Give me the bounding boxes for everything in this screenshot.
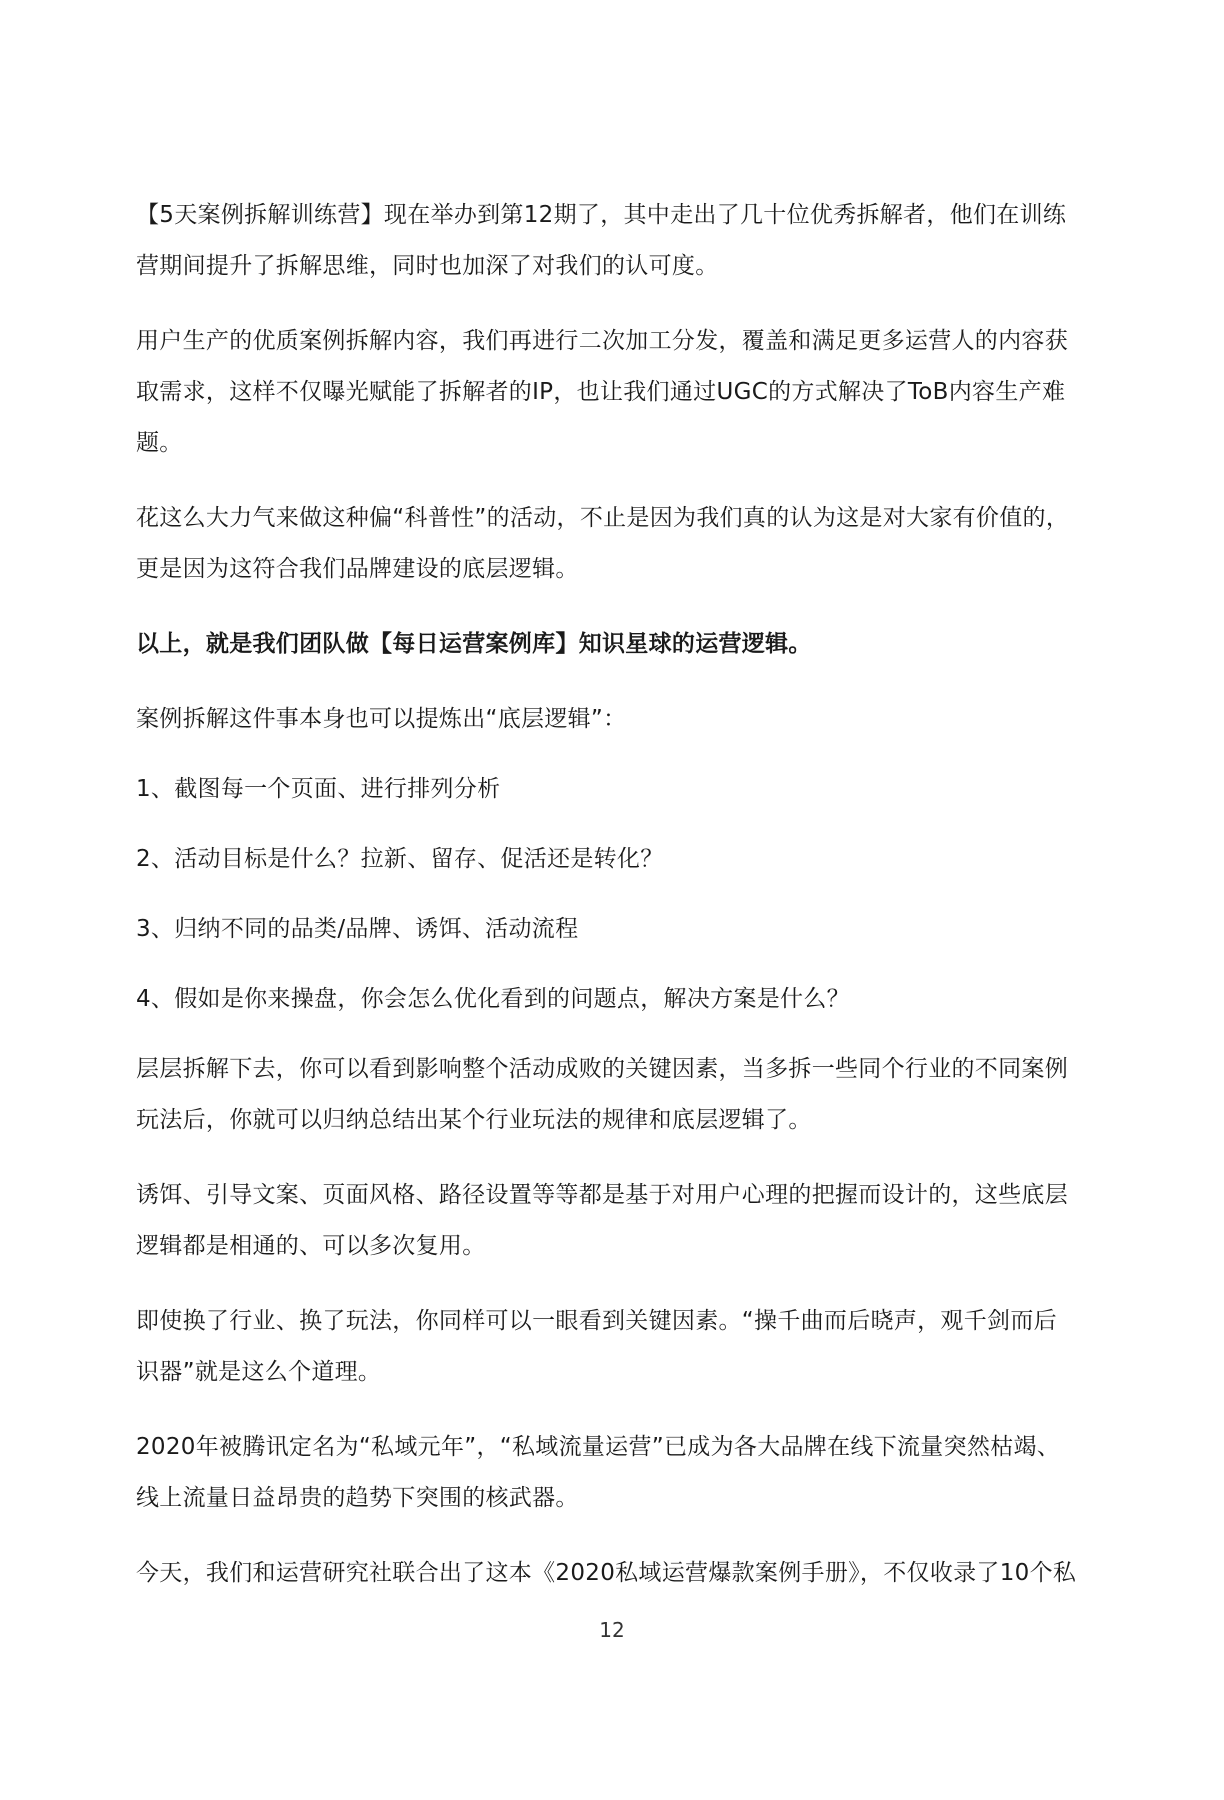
document-body (136, 190, 1080, 1623)
paragraph-key-factors: 即使换了行业、换了玩法，你同样可以一眼看到关键因素。“操千曲而后晓声，观千剑而后识器”就是这么个道理。 (136, 1308, 1057, 1385)
paragraph-ugc-content: 用户生产的优质案例拆解内容，我们再进行二次加工分发，覆盖和满足更多运营人的内容获取需求，这样不仅曝光赋能了拆解者的IP，也让我们通过UGC的方式解决了ToB内容生产难题。 (136, 328, 1068, 456)
paragraph-bait-reuse: 诱饵、引导文案、页面风格、路径设置等等都是基于对用户心理的把握而设计的，这些底层逻辑都是相通的、可以多次复用。 (136, 1182, 1068, 1259)
list-item-4: 4、假如是你来操盘，你会怎么优化看到的问题点，解决方案是什么？ (136, 986, 850, 1012)
paragraph-private-traffic: 2020年被腾讯定名为“私域元年”，“私域流量运营”已成为各大品牌在线下流量突然枯竭、线上流量日益昂贵的趋势下突围的核武器。 (136, 1434, 1061, 1511)
list-item-2: 2、活动目标是什么？拉新、留存、促活还是转化？ (136, 846, 664, 872)
list-item-1: 1、截图每一个页面、进行排列分析 (136, 776, 501, 802)
page-number: 12 (599, 1618, 625, 1642)
paragraph-summary-bold: 以上，就是我们团队做【每日运营案例库】知识星球的运营逻辑。 (136, 631, 812, 657)
paragraph-brand-logic: 花这么大力气来做这种偏“科普性”的活动，不止是因为我们真的认为这是对大家有价值的，更是因为这符合我们品牌建设的底层逻辑。 (136, 505, 1070, 582)
paragraph-handbook: 今天，我们和运营研究社联合出了这本《2020私域运营爆款案例手册》，不仅收录了10个私 (136, 1560, 1077, 1586)
list-item-3: 3、归纳不同的品类/品牌、诱饵、活动流程 (136, 916, 579, 942)
paragraph-training-camp: 【5天案例拆解训练营】现在举办到第12期了，其中走出了几十位优秀拆解者，他们在训练营期间提升了拆解思维，同时也加深了对我们的认可度。 (136, 202, 1067, 279)
paragraph-underlying-logic: 案例拆解这件事本身也可以提炼出“底层逻辑”： (136, 706, 627, 732)
paragraph-layered-analysis: 层层拆解下去，你可以看到影响整个活动成败的关键因素，当多拆一些同个行业的不同案例玩法后，你就可以归纳总结出某个行业玩法的规律和底层逻辑了。 (136, 1056, 1068, 1133)
